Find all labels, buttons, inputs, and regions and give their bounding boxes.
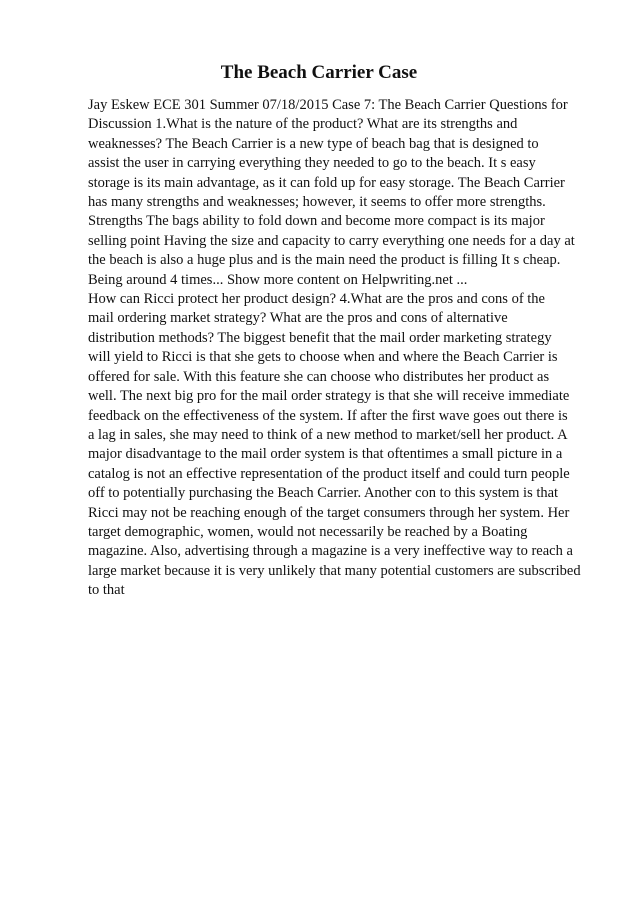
- body-line: a lag in sales, she may need to think of a new method to market/sell her product. A: [88, 426, 568, 443]
- body-line: catalog is not an effective representation of the product itself and could turn people: [88, 465, 570, 482]
- body-line: Ricci may not be reaching enough of the target consumers through her system. Her: [88, 504, 570, 521]
- body-line: Being around 4 times... Show more content on Helpwriting.net ...: [88, 271, 468, 288]
- body-line: assist the user in carrying everything they needed to go to the beach. It s easy: [88, 155, 536, 172]
- body-line: major disadvantage to the mail order system is that oftentimes a small picture in a: [88, 446, 563, 463]
- body-line: Jay Eskew ECE 301 Summer 07/18/2015 Case 7: The Beach Carrier Questions for: [88, 97, 568, 113]
- body-line: the beach is also a huge plus and is the main need the product is filling It s cheap.: [88, 252, 561, 269]
- body-line: Strengths The bags ability to fold down and become more compact is its major: [88, 213, 545, 230]
- body-line: feedback on the effectiveness of the system. If after the first wave goes out there is: [88, 407, 568, 424]
- body-line: selling point Having the size and capacity to carry everything one needs for a day at: [88, 232, 575, 249]
- body-line: to that: [88, 582, 125, 599]
- body-line: How can Ricci protect her product design? 4.What are the pros and cons of the: [88, 291, 545, 308]
- body-line: will yield to Ricci is that she gets to choose when and where the Beach Carrier is: [88, 349, 558, 366]
- body-line: magazine. Also, advertising through a magazine is a very ineffective way to reach a: [88, 543, 573, 560]
- body-line: target demographic, women, would not necessarily be reached by a Boating: [88, 523, 528, 540]
- body-line: off to potentially purchasing the Beach Carrier. Another con to this system is that: [88, 485, 559, 502]
- body-line: has many strengths and weaknesses; however, it seems to offer more strengths.: [88, 194, 546, 211]
- document-body: [88, 96, 608, 601]
- body-line: weaknesses? The Beach Carrier is a new type of beach bag that is designed to: [88, 135, 539, 152]
- body-line: Discussion 1.What is the nature of the product? What are its strengths and: [88, 116, 518, 133]
- body-line: distribution methods? The biggest benefit that the mail order marketing strategy: [88, 329, 552, 346]
- body-line: storage is its main advantage, as it can fold up for easy storage. The Beach Carrier: [88, 174, 565, 191]
- body-line: offered for sale. With this feature she can choose who distributes her product as: [88, 368, 550, 385]
- body-line: large market because it is very unlikely that many potential customers are subscribed: [88, 562, 581, 579]
- body-line: mail ordering market strategy? What are the pros and cons of alternative: [88, 310, 508, 327]
- body-line: well. The next big pro for the mail order strategy is that she will receive immediate: [88, 388, 570, 405]
- document-title: The Beach Carrier Case: [220, 62, 418, 83]
